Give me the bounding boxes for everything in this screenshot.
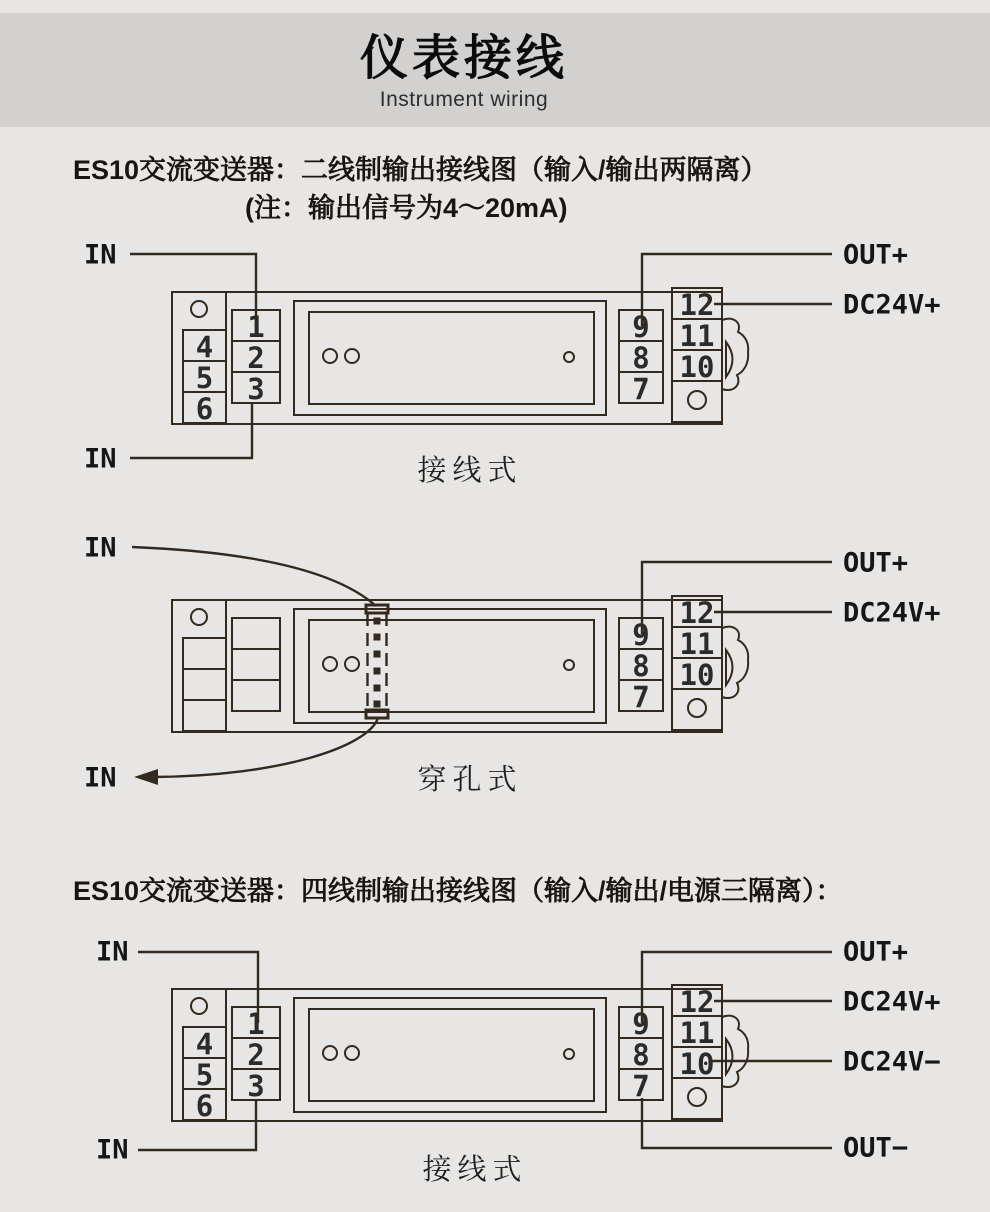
- mounting-hole-bottom: [688, 1088, 706, 1106]
- wire: [154, 718, 378, 777]
- wire-label: IN: [84, 443, 117, 475]
- mounting-hole-top: [191, 609, 207, 625]
- display-panel-outer: [294, 301, 606, 415]
- wire-label: DC24V+: [843, 289, 941, 321]
- wire-label: DC24V+: [843, 597, 941, 629]
- mounting-hole-bottom: [688, 391, 706, 409]
- wire-arrowhead: [134, 769, 158, 785]
- display-panel-outer: [294, 609, 606, 723]
- terminal-cell-front: [232, 680, 280, 711]
- terminal-number: 5: [195, 1058, 214, 1092]
- page-title: 仪表接线: [359, 32, 568, 85]
- terminal-number: 12: [679, 288, 715, 322]
- terminal-number: 8: [632, 649, 650, 683]
- section-two-wire-heading: ES10交流变送器：二线制输出接线图（输入/输出两隔离）: [73, 155, 768, 185]
- wire-label: OUT−: [843, 1132, 909, 1164]
- wire: [132, 547, 376, 606]
- terminal-number: 9: [632, 618, 650, 652]
- diagram-caption: 接线式: [422, 1154, 528, 1186]
- display-panel-inner: [309, 1009, 594, 1101]
- terminal-number: 10: [679, 658, 715, 692]
- terminal-cell-side: [183, 700, 226, 731]
- indicator-hole-small: [564, 660, 574, 670]
- terminal-number: 10: [679, 350, 715, 384]
- terminal-number: 12: [679, 985, 715, 1019]
- section-two-wire-note: (注：输出信号为4～20mA): [245, 193, 568, 223]
- indicator-hole: [345, 1046, 359, 1060]
- terminal-number: 2: [247, 341, 265, 375]
- diagram-two-wire-through-hole: [84, 533, 941, 797]
- terminal-cell-front: [232, 618, 280, 649]
- terminal-number: 1: [247, 310, 265, 344]
- terminal-number: 2: [247, 1038, 265, 1072]
- terminal-number: 7: [632, 1069, 650, 1103]
- din-clip-latch: [726, 650, 733, 685]
- indicator-hole-small: [564, 1049, 574, 1059]
- through-hole-slot-cap: [366, 710, 388, 718]
- through-hole-slot-dot: [374, 685, 381, 692]
- display-panel-inner: [309, 620, 594, 712]
- diagram-four-wire-terminal: [96, 937, 941, 1187]
- through-hole-slot-dot: [374, 668, 381, 675]
- terminal-number: 4: [195, 1027, 214, 1061]
- diagram-two-wire-terminal: [84, 240, 941, 488]
- wire: [130, 403, 252, 458]
- display-panel-inner: [309, 312, 594, 404]
- wire-label: IN: [84, 762, 117, 794]
- through-hole-slot-dot: [374, 651, 381, 658]
- diagram-caption: 穿孔式: [417, 764, 523, 796]
- indicator-hole: [345, 657, 359, 671]
- terminal-number: 4: [195, 330, 214, 364]
- terminal-number: 11: [679, 319, 715, 353]
- din-clip-latch: [726, 1039, 733, 1074]
- terminal-number: 7: [632, 372, 650, 406]
- diagram-caption: 接线式: [417, 455, 523, 487]
- terminal-number: 12: [679, 596, 715, 630]
- through-hole-slot-dot: [374, 701, 381, 708]
- din-clip-latch: [726, 342, 733, 377]
- mounting-hole-top: [191, 998, 207, 1014]
- mounting-hole-top: [191, 301, 207, 317]
- wire-label: DC24V−: [843, 1046, 941, 1078]
- terminal-number: 6: [195, 392, 214, 426]
- terminal-number: 8: [632, 1038, 650, 1072]
- wire-label: IN: [96, 936, 129, 968]
- wire-label: DC24V+: [843, 986, 941, 1018]
- wire: [642, 562, 832, 634]
- indicator-hole: [323, 657, 337, 671]
- section-four-wire-heading: ES10交流变送器：四线制输出接线图（输入/输出/电源三隔离）：: [73, 876, 843, 906]
- wire-label: OUT+: [843, 936, 909, 968]
- terminal-cell-side: [183, 638, 226, 669]
- mounting-hole-bottom: [688, 699, 706, 717]
- terminal-number: 3: [247, 1069, 265, 1103]
- wire: [642, 254, 832, 326]
- wire-label: IN: [96, 1134, 129, 1166]
- terminal-number: 3: [247, 372, 265, 406]
- terminal-number: 8: [632, 341, 650, 375]
- wire-label: OUT+: [843, 239, 909, 271]
- wire-label: OUT+: [843, 547, 909, 579]
- wire: [642, 1098, 832, 1148]
- terminal-number: 9: [632, 1007, 650, 1041]
- indicator-hole: [323, 349, 337, 363]
- terminal-number: 10: [679, 1047, 715, 1081]
- indicator-hole: [345, 349, 359, 363]
- terminal-number: 6: [195, 1089, 214, 1123]
- terminal-cell-front: [232, 649, 280, 680]
- display-panel-outer: [294, 998, 606, 1112]
- terminal-number: 5: [195, 361, 214, 395]
- terminal-cell-side: [183, 669, 226, 700]
- terminal-number: 11: [679, 627, 715, 661]
- wire-label: IN: [84, 532, 117, 564]
- indicator-hole: [323, 1046, 337, 1060]
- terminal-number: 1: [247, 1007, 265, 1041]
- page-subtitle: Instrument wiring: [379, 88, 549, 111]
- wire-label: IN: [84, 239, 117, 271]
- terminal-number: 9: [632, 310, 650, 344]
- through-hole-slot-dot: [374, 618, 381, 625]
- wire: [642, 952, 832, 1023]
- indicator-hole-small: [564, 352, 574, 362]
- wire: [138, 952, 258, 1023]
- through-hole-slot-dot: [374, 634, 381, 641]
- terminal-number: 7: [632, 680, 650, 714]
- terminal-number: 11: [679, 1016, 715, 1050]
